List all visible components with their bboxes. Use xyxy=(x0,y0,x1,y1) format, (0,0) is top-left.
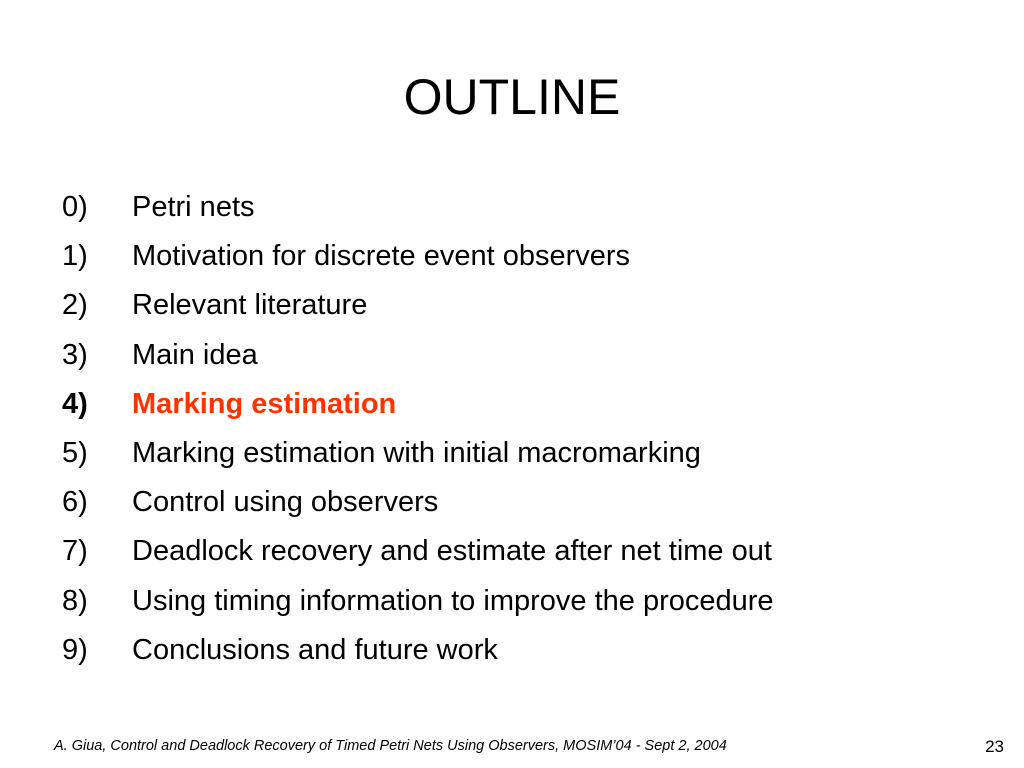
item-text: Conclusions and future work xyxy=(132,633,498,666)
outline-item-2 xyxy=(62,281,774,330)
item-number: 7) xyxy=(62,535,88,568)
item-number: 3) xyxy=(62,338,88,371)
outline-item-1 xyxy=(62,232,774,281)
item-number: 2) xyxy=(62,289,88,322)
item-text: Main idea xyxy=(132,338,258,371)
outline-item-7 xyxy=(62,527,774,576)
item-number: 0) xyxy=(62,191,88,223)
item-text: Using timing information to improve the procedure xyxy=(132,584,774,617)
item-text: Control using observers xyxy=(132,486,439,519)
item-number: 4) xyxy=(62,387,88,420)
slide-title: OUTLINE xyxy=(403,69,621,125)
item-number: 5) xyxy=(62,436,88,469)
outline-item-6 xyxy=(62,478,774,527)
item-text-highlighted: Marking estimation xyxy=(132,387,397,420)
item-number: 6) xyxy=(62,486,88,519)
outline-item-0 xyxy=(62,183,774,232)
item-text: Petri nets xyxy=(132,191,255,223)
page-number: 23 xyxy=(985,737,1004,756)
item-text: Marking estimation with initial macromarking xyxy=(132,436,701,469)
outline-item-8 xyxy=(62,577,774,626)
item-number: 9) xyxy=(62,633,88,666)
footer-citation: A. Giua, Control and Deadlock Recovery of Timed Petri Nets Using Observers, MOSIM’04 - Sept 2, 2004 xyxy=(54,738,727,754)
item-text: Relevant literature xyxy=(132,289,368,322)
outline-list xyxy=(62,183,774,675)
item-text: Motivation for discrete event observers xyxy=(132,240,631,273)
outline-item-5 xyxy=(62,429,774,478)
outline-item-9 xyxy=(62,626,774,675)
item-text: Deadlock recovery and estimate after net time out xyxy=(132,535,772,568)
outline-item-4-current xyxy=(62,380,774,429)
item-number: 1) xyxy=(62,240,88,273)
item-number: 8) xyxy=(62,584,88,617)
outline-item-3 xyxy=(62,331,774,380)
